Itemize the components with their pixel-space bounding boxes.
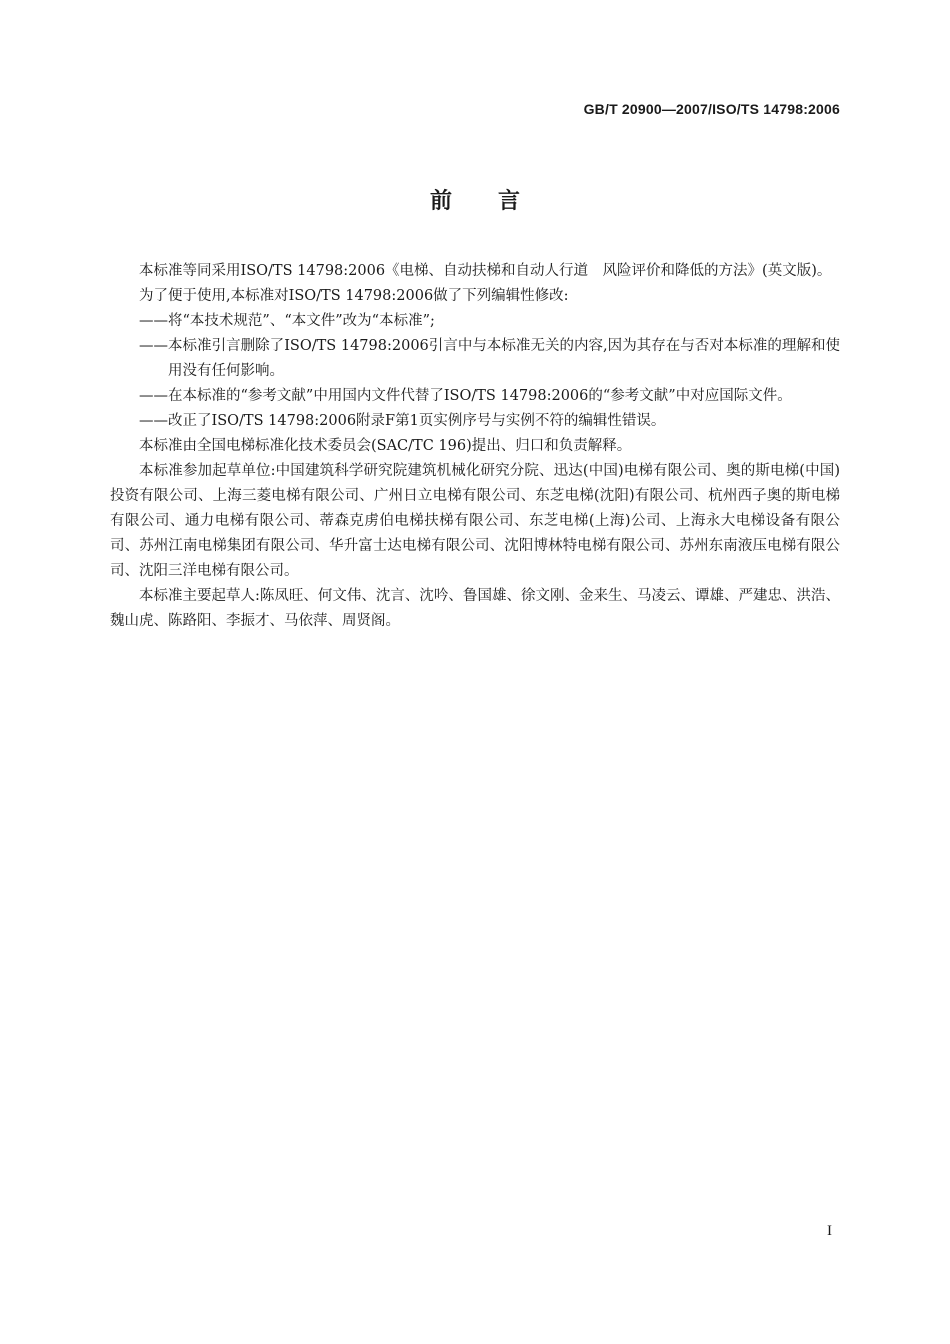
page-title: 前言 [429,189,566,214]
paragraph-drafters: 本标准主要起草人:陈凤旺、何文伟、沈言、沈吟、鲁国雄、徐文刚、金来生、马凌云、谭雄、严建忠、洪浩、魏山虎、陈路阳、李振才、马依萍、周贤阁。 [110,588,840,629]
paragraph-proposer: 本标准由全国电梯标准化技术委员会(SAC/TC 196)提出、归口和负责解释。 [139,438,632,454]
modification-item-4: ——改正了ISO/TS 14798:2006附录F第1页实例序号与实例不符的编辑性错误。 [139,413,666,429]
modification-item-2: ——本标准引言删除了ISO/TS 14798:2006引言中与本标准无关的内容,因为其存在与否对本标准的理解和使用没有任何影响。 [139,338,840,379]
paragraph-adoption: 本标准等同采用ISO/TS 14798:2006《电梯、自动扶梯和自动人行道 风险评价和降低的方法》(英文版)。 [139,263,832,279]
modification-item-3: ——在本标准的“参考文献”中用国内文件代替了ISO/TS 14798:2006的“参考文献”中对应国际文件。 [139,388,792,404]
modification-item-1: ——将“本技术规范”、“本文件”改为“本标准”; [139,313,435,329]
page-number: I [827,1223,832,1239]
foreword-body [110,259,840,634]
standard-code-header: GB/T 20900—2007/ISO/TS 14798:2006 [583,101,840,117]
paragraph-drafting-units: 本标准参加起草单位:中国建筑科学研究院建筑机械化研究分院、迅达(中国)电梯有限公司、奥的斯电梯(中国)投资有限公司、上海三菱电梯有限公司、广州日立电梯有限公司、东芝电梯(沈阳)有限公司、杭州西子奥的斯电梯有限公司、通力电梯有限公司、蒂森克虏伯电梯扶梯有限公司、东芝电梯(上海)公司、上海永大电梯设备有限公司、苏州江南电梯集团有限公司、华升富士达电梯有限公司、沈阳博林特电梯有限公司、苏州东南液压电梯有限公司、沈阳三洋电梯有限公司。 [110,463,840,579]
paragraph-modifications-intro: 为了便于使用,本标准对ISO/TS 14798:2006做了下列编辑性修改: [139,288,569,304]
